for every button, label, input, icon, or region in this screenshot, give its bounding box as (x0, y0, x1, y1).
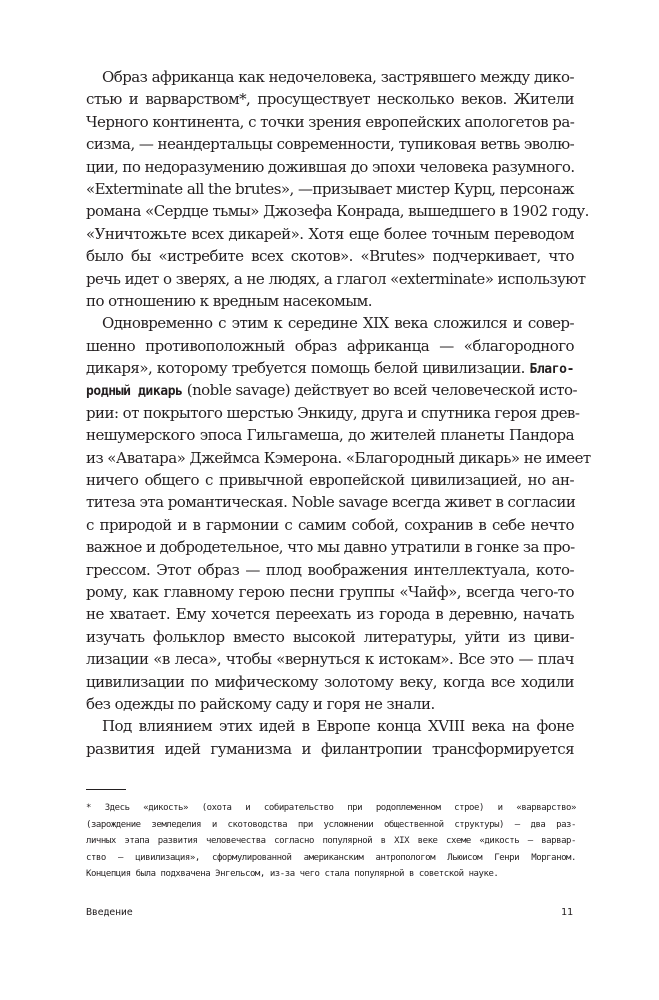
page-number: 11 (560, 907, 573, 918)
footnote (86, 800, 576, 883)
text-line: важное и добродетельное, что мы давно утратили в гонке за про- (86, 538, 575, 557)
text-segment: (noble savage) действует во всей человеческой исто- (186, 381, 578, 400)
text-line: сизма, — неандертальцы современности, тупиковая ветвь эволю- (86, 135, 575, 154)
text-line-with-term (86, 357, 574, 379)
text-line: романа «Сердце тьмы» Джозефа Конрада, вышедшего в 1902 году. (86, 202, 589, 221)
text-line: ничего общего с привычной европейской цивилизацией, но ан- (86, 471, 574, 490)
main-text (86, 66, 591, 760)
text-line: «Exterminate all the brutes», —призывает мистер Курц, персонаж (86, 179, 574, 198)
footnote-line: (зарождение земледелия и скотоводства при усложнении общественной структуры) — два раз- (86, 819, 576, 830)
text-line: рии: от покрытого шерстью Энкиду, друга и спутника героя древ- (86, 403, 580, 422)
text-line: было бы «истребите всех скотов». «Brutes» подчеркивает, что (86, 247, 574, 266)
text-line: цивилизации по мифическому золотому веку, когда все ходили (86, 672, 574, 691)
paragraph-2 (86, 312, 591, 715)
text-segment: дикаря», которому требуется помощь белой цивилизации. (86, 359, 525, 378)
text-line: ции, по недоразумению дожившая до эпохи человека разумного. (86, 157, 575, 176)
text-line: грессом. Этот образ — плод воображения интеллектуала, кото- (86, 560, 574, 579)
text-line: нешумерского эпоса Гильгамеша, до жителей планеты Пандора (86, 426, 574, 445)
text-line-with-term (86, 379, 578, 401)
text-line: из «Аватара» Джеймса Кэмерона. «Благородный дикарь» не имеет (86, 448, 591, 467)
text-line: без одежды по райскому саду и горя не знали. (86, 694, 435, 713)
text-line: Одновременно с этим к середине XIX века сложился и совер- (102, 314, 574, 333)
text-line: с природой и в гармонии с самим собой, сохранив в себе нечто (86, 515, 574, 534)
paragraph-1 (86, 66, 589, 312)
text-line: шенно противоположный образ африканца — «благородного (86, 336, 574, 355)
text-line: развития идей гуманизма и филантропии трансформируется (86, 739, 574, 758)
text-line: рому, как главному герою песни группы «Чайф», всегда чего-то (86, 582, 574, 601)
paragraph-3 (86, 715, 574, 760)
text-line: «Уничтожьте всех дикарей». Хотя еще более точным переводом (86, 224, 574, 243)
running-footer-section: Введение (86, 907, 133, 918)
footnote-line: Концепция была подхвачена Энгельсом, из-за чего стала популярной в советской науке. (86, 869, 499, 880)
footnote-line: ство — цивилизация», сформулированной американским антропологом Льюисом Генри Морганом. (86, 852, 576, 863)
text-line: лизации «в леса», чтобы «вернуться к истокам». Все это — плач (86, 650, 574, 669)
footnote-line: личных этапа развития человечества согласно популярной в XIX веке схеме «дикость — варвар- (86, 836, 576, 847)
text-line: изучать фольклор вместо высокой литературы, уйти из циви- (86, 627, 574, 646)
text-line: речь идет о зверях, а не людях, а глагол «exterminate» используют (86, 269, 586, 288)
text-line: Под влиянием этих идей в Европе конца XVIII века на фоне (102, 717, 574, 736)
text-line: стью и варварством*, просуществует несколько веков. Жители (86, 90, 574, 109)
text-line: Образ африканца как недочеловека, застрявшего между дико- (102, 68, 574, 86)
text-line: по отношению к вредным насекомым. (86, 291, 372, 310)
glossary-term-start: Благо- (529, 362, 574, 378)
text-line: не хватает. Ему хочется переехать из города в деревню, начать (86, 605, 574, 624)
footnote-divider (86, 789, 126, 790)
glossary-term-end: родный дикарь (86, 384, 183, 400)
footnote-line: * Здесь «дикость» (охота и собирательство при родоплеменном строе) и «варварство» (86, 803, 576, 813)
text-line: Черного континента, с точки зрения европейских апологетов ра- (86, 112, 575, 131)
text-line: титеза эта романтическая. Noble savage всегда живет в согласии (86, 493, 576, 512)
